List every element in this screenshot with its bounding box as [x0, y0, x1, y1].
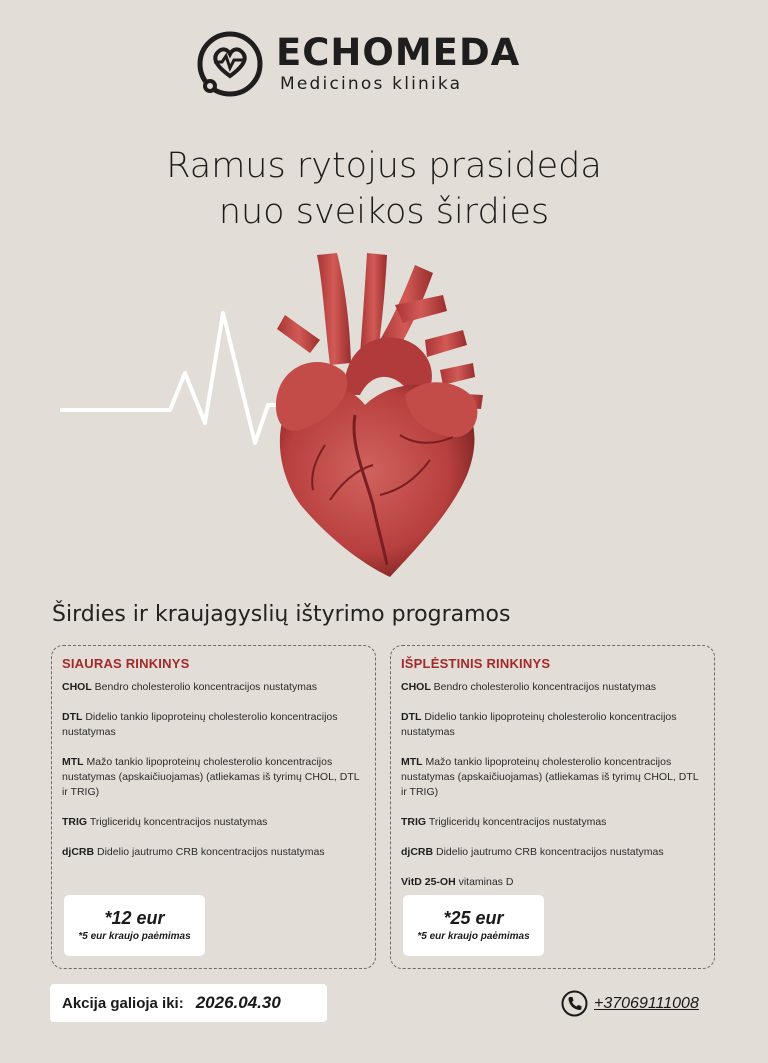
- brand-logo: [196, 30, 520, 98]
- price-box: [64, 895, 205, 956]
- price: *12 eur: [104, 908, 165, 928]
- headline-line-1: Ramus rytojus prasideda: [166, 146, 602, 186]
- list-item: djCRB Didelio jautrumo CRB koncentracijos nustatymas: [401, 846, 664, 858]
- section-title: Širdies ir kraujagyslių ištyrimo programos: [52, 602, 511, 627]
- phone-icon: [561, 990, 588, 1017]
- headline-line-2: nuo sveikos širdies: [218, 192, 550, 232]
- heart-illustration: [55, 245, 505, 585]
- price: *25 eur: [443, 908, 504, 928]
- price-note: *5 eur kraujo paėmimas: [78, 931, 191, 942]
- list-item: CHOL Bendro cholesterolio koncentracijos nustatymas: [62, 681, 318, 693]
- ecg-line: [60, 313, 287, 443]
- list-item: djCRB Didelio jautrumo CRB koncentracijos nustatymas: [62, 846, 325, 858]
- headline: [0, 143, 768, 235]
- list-item: DTL Didelio tankio lipoproteinų cholesterolio koncentracijos nustatymas: [401, 711, 677, 738]
- validity-date: 2026.04.30: [195, 993, 281, 1012]
- price-box: [403, 895, 544, 956]
- contact: [561, 990, 699, 1017]
- list-item: DTL Didelio tankio lipoproteinų cholesterolio koncentracijos nustatymas: [62, 711, 338, 738]
- price-note: *5 eur kraujo paėmimas: [417, 931, 530, 942]
- list-item: TRIG Trigliceridų koncentracijos nustatymas: [62, 816, 268, 828]
- package-title: IŠPLĖSTINIS RINKINYS: [401, 656, 551, 671]
- brand-tagline: Medicinos klinika: [280, 74, 463, 94]
- list-item: VitD 25-OH vitaminas D: [401, 876, 514, 888]
- package-card-extended: [390, 645, 715, 969]
- list-item: TRIG Trigliceridų koncentracijos nustatymas: [401, 816, 607, 828]
- offer-validity: [50, 984, 327, 1022]
- package-card-narrow: [51, 645, 376, 969]
- list-item: MTL Mažo tankio lipoproteinų cholesterolio koncentracijos nustatymas (apskaičiuojamas) (atliekamas iš tyrimų CHOL, DTL ir TRIG): [62, 756, 360, 798]
- brand-name: ECHOMEDA: [276, 31, 521, 74]
- validity-label: Akcija galioja iki:: [62, 994, 184, 1012]
- list-item: MTL Mažo tankio lipoproteinų cholesterolio koncentracijos nustatymas (apskaičiuojamas) (atliekamas iš tyrimų CHOL, DTL ir TRIG): [401, 756, 699, 798]
- heart-stethoscope-icon: [196, 30, 264, 98]
- package-title: SIAURAS RINKINYS: [62, 656, 190, 671]
- phone-link[interactable]: +37069111008: [594, 994, 699, 1012]
- list-item: CHOL Bendro cholesterolio koncentracijos nustatymas: [401, 681, 657, 693]
